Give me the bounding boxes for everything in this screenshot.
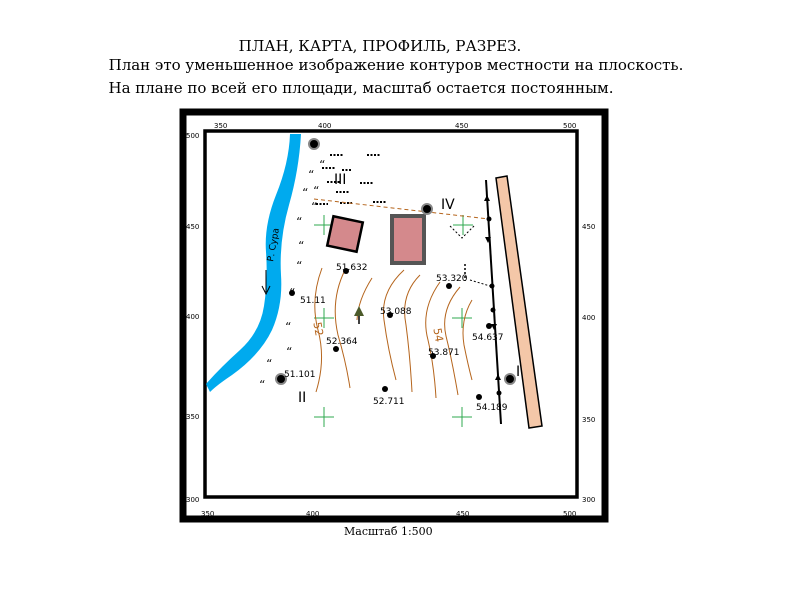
tick-top-500: 500 bbox=[563, 122, 577, 130]
tick-left-300: 300 bbox=[186, 496, 200, 504]
svg-text:“: “ bbox=[266, 357, 273, 371]
elevation-label: 54.637 bbox=[472, 333, 504, 343]
svg-text:“: “ bbox=[286, 345, 293, 359]
svg-text:“: “ bbox=[285, 320, 292, 334]
tick-left-400: 400 bbox=[186, 313, 200, 321]
elevation-point bbox=[476, 394, 482, 400]
station-label-ii: II bbox=[298, 390, 307, 406]
tick-top-400: 400 bbox=[318, 122, 332, 130]
elevation-label: 54.189 bbox=[476, 403, 508, 413]
contour-label-54: 54 bbox=[430, 327, 446, 344]
tick-right-400: 400 bbox=[582, 314, 596, 322]
svg-text:“: “ bbox=[313, 184, 320, 198]
svg-text:“: “ bbox=[311, 200, 318, 214]
scale-label: Масштаб 1:500 bbox=[344, 525, 433, 538]
page-title: ПЛАН, КАРТА, ПРОФИЛЬ, РАЗРЕЗ. bbox=[238, 37, 522, 55]
svg-text:“: “ bbox=[308, 168, 315, 182]
tick-bottom-500: 500 bbox=[563, 510, 577, 518]
river-label: Р. Сура bbox=[266, 227, 282, 263]
elevation-point bbox=[382, 386, 388, 392]
elevation-label: 51.101 bbox=[284, 370, 316, 380]
tick-right-350: 350 bbox=[582, 416, 596, 424]
elevation-label: 51.11 bbox=[300, 296, 326, 306]
svg-text:“: “ bbox=[302, 186, 309, 200]
elevation-label: 51.632 bbox=[336, 263, 368, 273]
definition-line: План это уменьшенное изображение контуров местности на плоскость. bbox=[108, 56, 684, 74]
svg-text:“: “ bbox=[296, 259, 303, 273]
svg-text:“: “ bbox=[296, 215, 303, 229]
tick-top-350: 350 bbox=[214, 122, 228, 130]
contour-label-52: 52 bbox=[310, 321, 326, 338]
tick-bottom-350: 350 bbox=[201, 510, 215, 518]
station-label-iii: III bbox=[334, 172, 347, 188]
station-marker-iv bbox=[422, 204, 432, 214]
elevation-label: 53.320 bbox=[436, 274, 468, 284]
tick-left-500: 500 bbox=[186, 132, 200, 140]
building-2 bbox=[392, 216, 424, 263]
tick-right-300: 300 bbox=[582, 496, 596, 504]
scale-note-line: На плане по всей его площади, масштаб остается постоянным. bbox=[108, 79, 614, 97]
tick-left-450: 450 bbox=[186, 223, 200, 231]
svg-text:“: “ bbox=[259, 378, 266, 392]
building-1 bbox=[327, 216, 363, 252]
tick-left-350: 350 bbox=[186, 413, 200, 421]
elevation-label: 52.711 bbox=[373, 397, 405, 407]
station-marker-i bbox=[505, 374, 515, 384]
elevation-label: 53.088 bbox=[380, 307, 412, 317]
elevation-point bbox=[486, 323, 492, 329]
tick-bottom-450: 450 bbox=[456, 510, 470, 518]
tick-top-450: 450 bbox=[455, 122, 469, 130]
elevation-label: 52.364 bbox=[326, 337, 358, 347]
svg-text:“: “ bbox=[298, 239, 305, 253]
station-marker-iii bbox=[309, 139, 319, 149]
elevation-point bbox=[289, 290, 295, 296]
tick-bottom-400: 400 bbox=[306, 510, 320, 518]
svg-text:“: “ bbox=[319, 158, 326, 172]
tick-right-450: 450 bbox=[582, 223, 596, 231]
station-label-i: I bbox=[516, 364, 521, 380]
station-label-iv: IV bbox=[441, 197, 455, 213]
elevation-label: 53.871 bbox=[428, 348, 460, 358]
